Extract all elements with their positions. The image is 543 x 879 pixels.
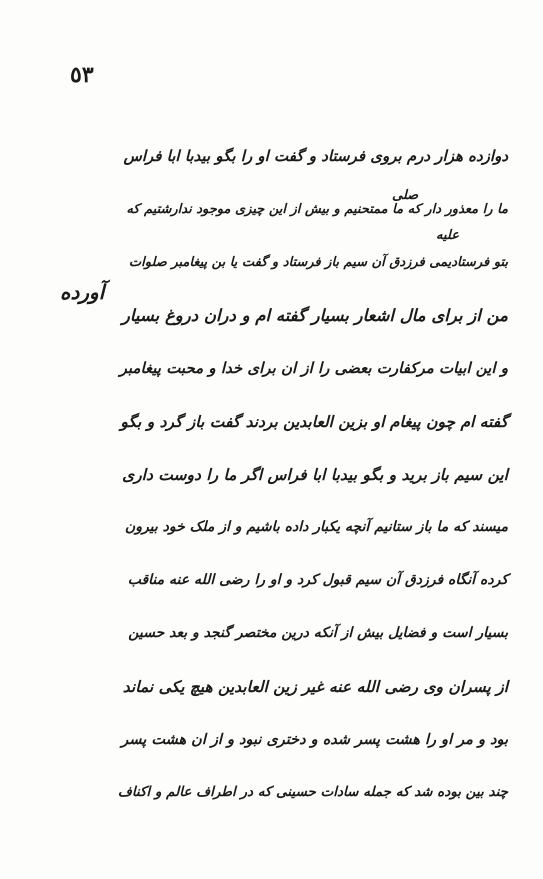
text-line: من از برای مال اشعار بسیار گفته ام و دران دروغ بسیار <box>121 306 508 325</box>
text-line: کرده آنگاه فرزدق آن سیم قبول کرد و او را رضی الله عنه مناقب <box>127 572 508 588</box>
text-line: بسیار است و فضایل بیش از آنکه درین مختصر گنجد و بعد حسین <box>128 625 508 641</box>
text-line: بتو فرستادیمی فرزدق آن سیم باز فرستاد و گفت یا بن پیغامبر صلوات <box>128 255 508 270</box>
text-line: گفته ام چون پیغام او بزین العابدین بردند گفت باز گرد و بگو <box>120 412 508 431</box>
text-line: میسند که ما باز ستانیم آنچه یکبار داده باشیم و از ملک خود بیرون <box>124 519 508 535</box>
text-line: و این ابیات مرکفارت بعضی را از ان برای خدا و محبت پیغامبر <box>119 359 508 377</box>
text-line: چند بین بوده شد که جمله سادات حسینی که در اطراف عالم و اکناف <box>117 784 508 800</box>
text-line: بود و مر او را هشت پسر شده و دختری نبود و از ان هشت پسر <box>121 731 508 748</box>
margin-note: آورده <box>60 280 105 304</box>
interlinear-note: صلى <box>392 188 419 203</box>
text-line: این سیم باز برید و بگو بیدبا ابا فراس اگر ما را دوست داری <box>122 465 508 484</box>
manuscript-text <box>118 130 508 819</box>
text-line: از پسران وی رضی الله عنه غیر زین العابدین هیچ یکی نماند <box>122 677 508 696</box>
text-line: ما را معذور دار که ما ممتحنیم و بیش از این چیزی موجود ندارشتیم که <box>126 202 508 217</box>
page-number: ٥٣ <box>70 62 94 88</box>
text-line: دوازده هزار درم بروی فرستاد و گفت او را بگو بیدبا ابا فراس <box>123 147 508 165</box>
interlinear-note: علیه <box>436 228 459 243</box>
